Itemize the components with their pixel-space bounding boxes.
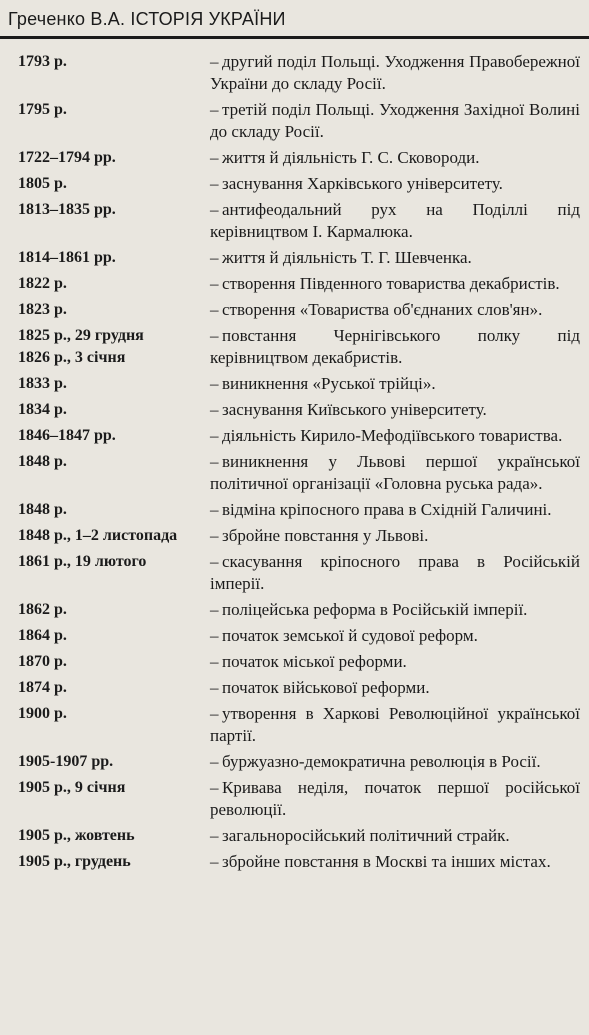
entry-description [210, 677, 580, 703]
entry-date [18, 399, 218, 421]
entry-date-line: 1848 р. [18, 453, 67, 470]
entry-description [210, 651, 580, 677]
entry-description [210, 99, 580, 147]
entry-text: виникнення у Львові першої української політичної організації «Головна руська рада». [210, 452, 580, 493]
entry-date [18, 851, 218, 873]
entry-dash: – [210, 100, 219, 119]
entry-date-line: 1795 р. [18, 101, 67, 118]
entry-date-line: 1848 р., 1–2 листопада [18, 527, 178, 544]
entry-date [18, 703, 218, 725]
entry-text: збройне повстання в Москві та інших містах. [222, 852, 551, 871]
chronology-list [0, 51, 589, 877]
entry-description [210, 451, 580, 499]
chronology-entry [0, 173, 589, 199]
entry-text: виникнення «Руської трійці». [222, 374, 436, 393]
entry-dash: – [210, 678, 219, 697]
entry-date [18, 777, 218, 799]
entry-description [210, 777, 580, 825]
entry-date-line: 1862 р. [18, 601, 67, 618]
entry-dash: – [210, 526, 219, 545]
entry-date-line: 1848 р. [18, 501, 67, 518]
chronology-entry [0, 625, 589, 651]
entry-date [18, 173, 218, 195]
entry-date [18, 825, 218, 847]
entry-description [210, 625, 580, 651]
entry-text: антифеодальний рух на Поділлі під керівництвом І. Кармалюка. [210, 200, 580, 241]
entry-date [18, 525, 218, 547]
entry-text: загальноросійський політичний страйк. [222, 826, 510, 845]
entry-date-line: 1825 р., 29 грудня [18, 327, 144, 344]
entry-description [210, 551, 580, 599]
chronology-entry [0, 247, 589, 273]
entry-description [210, 399, 580, 425]
entry-description [210, 173, 580, 199]
chronology-entry [0, 551, 589, 599]
entry-description [210, 425, 580, 451]
chronology-entry [0, 325, 589, 373]
chronology-entry [0, 525, 589, 551]
entry-dash: – [210, 552, 219, 571]
entry-dash: – [210, 174, 219, 193]
entry-description [210, 147, 580, 173]
entry-date [18, 751, 218, 773]
entry-dash: – [210, 652, 219, 671]
entry-text: буржуазно-демократична революція в Росії. [222, 752, 541, 771]
entry-description [210, 373, 580, 399]
entry-date [18, 99, 218, 121]
running-header: Греченко В.А. ІСТОРІЯ УКРАЇНИ [8, 9, 286, 29]
chronology-entry [0, 399, 589, 425]
entry-date [18, 425, 218, 447]
entry-dash: – [210, 826, 219, 845]
entry-description [210, 273, 580, 299]
entry-text: початок земської й судової реформ. [222, 626, 478, 645]
entry-date [18, 599, 218, 621]
entry-date [18, 247, 218, 269]
entry-text: другий поділ Польщі. Уходження Правобережної України до складу Росії. [210, 52, 580, 93]
entry-dash: – [210, 626, 219, 645]
entry-dash: – [210, 852, 219, 871]
entry-dash: – [210, 248, 219, 267]
entry-description [210, 499, 580, 525]
entry-text: третій поділ Польщі. Уходження Західної Волині до складу Росії. [210, 100, 580, 141]
entry-date [18, 273, 218, 295]
chronology-entry [0, 425, 589, 451]
entry-date-line: 1826 р., 3 січня [18, 349, 126, 366]
entry-dash: – [210, 148, 219, 167]
entry-description [210, 825, 580, 851]
entry-date-line: 1846–1847 рр. [18, 427, 116, 444]
chronology-entry [0, 851, 589, 877]
chronology-entry [0, 147, 589, 173]
entry-description [210, 51, 580, 99]
entry-date-line: 1905 р., жовтень [18, 827, 135, 844]
entry-text: повстання Чернігівського полку під керівництвом декабристів. [210, 326, 580, 367]
entry-text: діяльність Кирило-Мефодіївського товариства. [222, 426, 563, 445]
entry-text: скасування кріпосного права в Російській імперії. [210, 552, 580, 593]
entry-date [18, 147, 218, 169]
entry-dash: – [210, 752, 219, 771]
entry-dash: – [210, 704, 219, 723]
entry-text: заснування Київського університету. [222, 400, 487, 419]
entry-date [18, 651, 218, 673]
entry-description [210, 199, 580, 247]
entry-description [210, 299, 580, 325]
chronology-entry [0, 825, 589, 851]
entry-description [210, 703, 580, 751]
entry-dash: – [210, 52, 219, 71]
entry-date-line: 1722–1794 рр. [18, 149, 116, 166]
entry-dash: – [210, 500, 219, 519]
entry-dash: – [210, 778, 219, 797]
chronology-entry [0, 199, 589, 247]
entry-description [210, 325, 580, 373]
entry-date-line: 1833 р. [18, 375, 67, 392]
chronology-entry [0, 299, 589, 325]
chronology-entry [0, 451, 589, 499]
chronology-entry [0, 751, 589, 777]
entry-text: початок міської реформи. [222, 652, 407, 671]
chronology-entry [0, 677, 589, 703]
entry-date [18, 325, 218, 369]
chronology-entry [0, 273, 589, 299]
chronology-entry [0, 99, 589, 147]
entry-date [18, 499, 218, 521]
entry-dash: – [210, 452, 219, 471]
entry-date [18, 551, 218, 573]
entry-description [210, 751, 580, 777]
entry-date [18, 451, 218, 473]
chronology-entry [0, 777, 589, 825]
entry-description [210, 247, 580, 273]
entry-date-line: 1834 р. [18, 401, 67, 418]
entry-date-line: 1822 р. [18, 275, 67, 292]
entry-description [210, 525, 580, 551]
chronology-entry [0, 51, 589, 99]
entry-date-line: 1864 р. [18, 627, 67, 644]
chronology-entry [0, 703, 589, 751]
entry-text: Кривава неділя, початок першої російської революції. [210, 778, 580, 819]
entry-date-line: 1814–1861 рр. [18, 249, 116, 266]
entry-date [18, 625, 218, 647]
entry-text: відміна кріпосного права в Східній Галичині. [222, 500, 552, 519]
entry-dash: – [210, 300, 219, 319]
entry-date-line: 1870 р. [18, 653, 67, 670]
entry-text: заснування Харківського університету. [222, 174, 503, 193]
entry-dash: – [210, 374, 219, 393]
entry-date-line: 1905 р., 9 січня [18, 779, 126, 796]
entry-date-line: 1805 р. [18, 175, 67, 192]
chronology-entry [0, 373, 589, 399]
entry-description [210, 851, 580, 877]
entry-text: життя й діяльність Г. С. Сковороди. [222, 148, 480, 167]
entry-dash: – [210, 326, 219, 345]
entry-date [18, 677, 218, 699]
entry-date-line: 1900 р. [18, 705, 67, 722]
entry-date-line: 1905-1907 рр. [18, 753, 114, 770]
entry-text: початок військової реформи. [222, 678, 430, 697]
entry-text: збройне повстання у Львові. [222, 526, 429, 545]
entry-text: утворення в Харкові Революційної української партії. [210, 704, 580, 745]
entry-dash: – [210, 200, 219, 219]
entry-dash: – [210, 400, 219, 419]
entry-dash: – [210, 426, 219, 445]
entry-dash: – [210, 274, 219, 293]
entry-description [210, 599, 580, 625]
chronology-entry [0, 499, 589, 525]
entry-text: створення Південного товариства декабристів. [222, 274, 560, 293]
entry-date-line: 1823 р. [18, 301, 67, 318]
entry-date [18, 51, 218, 73]
entry-date [18, 299, 218, 321]
entry-text: поліцейська реформа в Російській імперії. [222, 600, 528, 619]
entry-date-line: 1905 р., грудень [18, 853, 131, 870]
entry-date [18, 199, 218, 221]
entry-date-line: 1813–1835 рр. [18, 201, 116, 218]
entry-date-line: 1861 р., 19 лютого [18, 553, 147, 570]
header-rule [0, 36, 589, 39]
chronology-entry [0, 599, 589, 625]
entry-dash: – [210, 600, 219, 619]
entry-date-line: 1793 р. [18, 53, 67, 70]
chronology-entry [0, 651, 589, 677]
entry-date [18, 373, 218, 395]
entry-text: життя й діяльність Т. Г. Шевченка. [222, 248, 472, 267]
entry-date-line: 1874 р. [18, 679, 67, 696]
entry-text: створення «Товариства об'єднаних слов'ян». [222, 300, 543, 319]
